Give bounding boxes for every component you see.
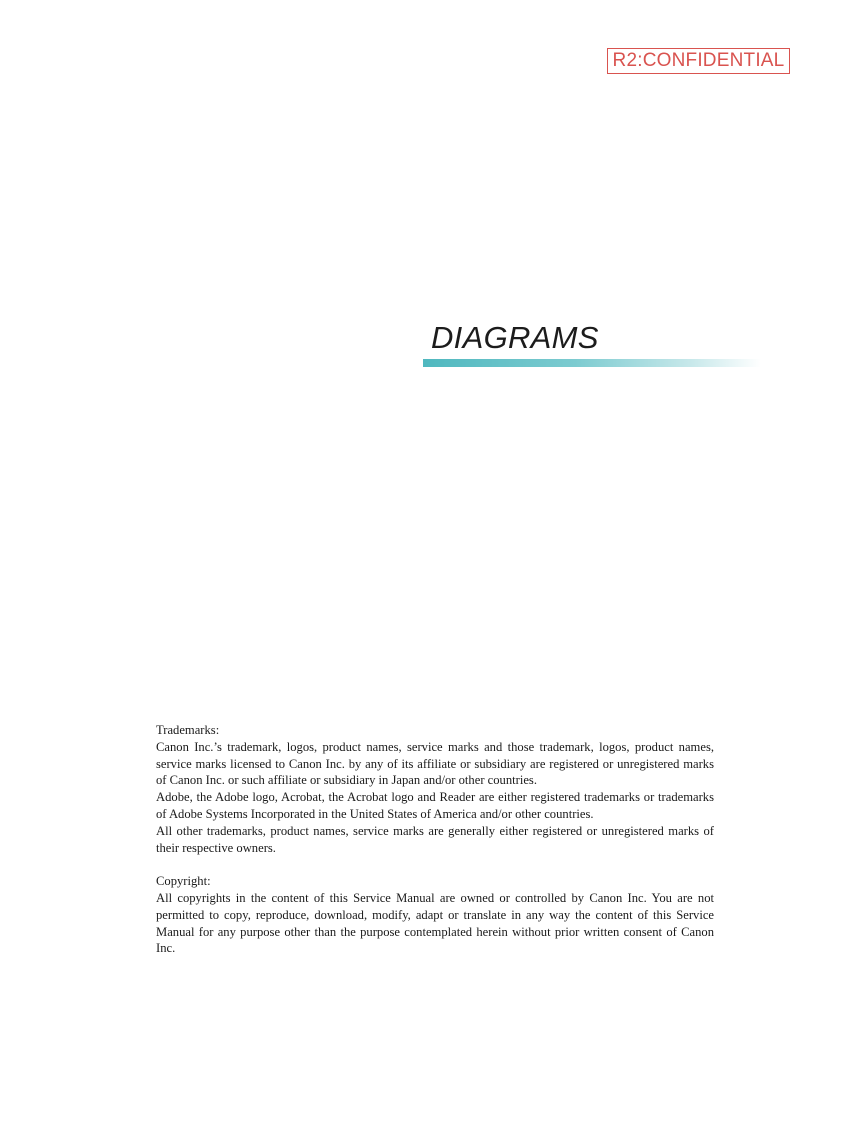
title-underline-bar <box>423 359 761 367</box>
copyright-heading: Copyright: <box>156 874 211 889</box>
paragraph-spacer <box>156 856 714 873</box>
section-title: DIAGRAMS <box>431 320 599 355</box>
trademarks-paragraph-canon: Canon Inc.’s trademark, logos, product names, service marks and those trademark, logos, product names, service marks licensed to Canon Inc. by any of its affiliate or subsidiary are registered or unregistered marks of Canon Inc. or such affiliate or subsidiary in Japan and/or other countries. <box>156 739 714 788</box>
trademarks-paragraph-other: All other trademarks, product names, service marks are generally either registered or unregistered marks of their respective owners. <box>156 823 714 855</box>
legal-notice <box>156 722 714 957</box>
trademarks-paragraph-adobe: Adobe, the Adobe logo, Acrobat, the Acrobat logo and Reader are either registered trademarks or trademarks of Adobe Systems Incorporated in the United States of America and/or other countries. <box>156 790 714 821</box>
trademarks-heading: Trademarks: <box>156 723 220 737</box>
copyright-paragraph: All copyrights in the content of this Service Manual are owned or controlled by Canon Inc. You are not permitted to copy, reproduce, download, modify, adapt or translate in any way the content of this Service Manual for any purpose other than the purpose contemplated herein without prior written consent of Canon Inc. <box>156 890 714 956</box>
confidential-badge: R2:CONFIDENTIAL <box>607 48 790 74</box>
